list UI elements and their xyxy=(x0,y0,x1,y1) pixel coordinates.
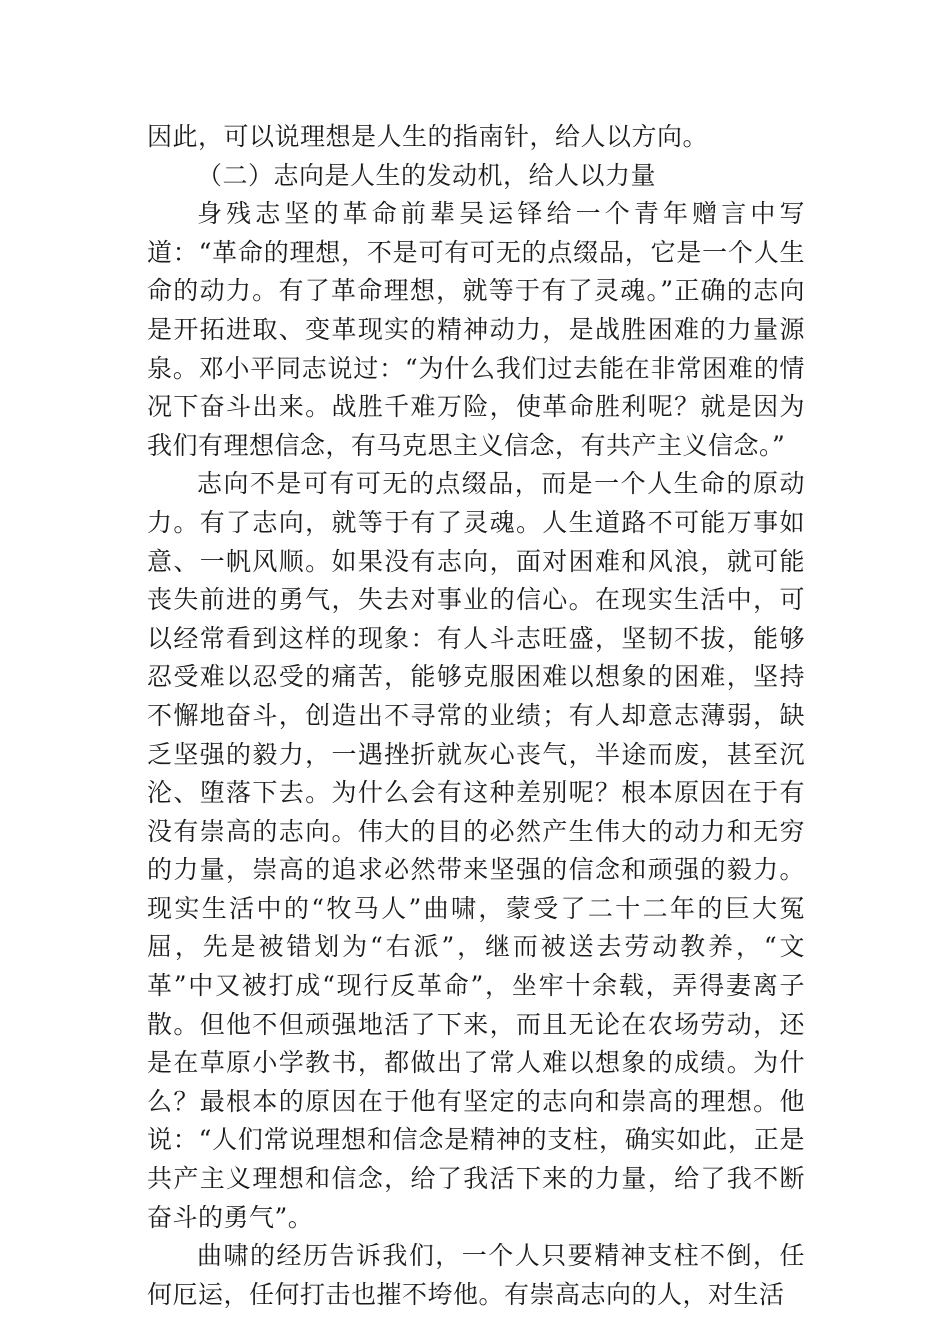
document-body xyxy=(147,118,805,1314)
section-heading: （二）志向是人生的发动机，给人以力量 xyxy=(197,160,657,190)
paragraph-wu-yunduo: 身残志坚的革命前辈吴运铎给一个青年赠言中写道：“革命的理想，不是可有可无的点缀品，它是一个人生命的动力。有了革命理想，就等于有了灵魂。”正确的志向是开拓进取、变革现实的精神动力，是战胜困难的力量源泉。邓小平同志说过：“为什么我们过去能在非常困难的情况下奋斗出来。战胜千难万险，使革命胜利呢？就是因为我们有理想信念，有马克思主义信念，有共产主义信念。” xyxy=(147,199,805,460)
paragraph-ambition-motivation: 志向不是可有可无的点缀品，而是一个人生命的原动力。有了志向，就等于有了灵魂。人生道路不可能万事如意、一帆风顺。如果没有志向，面对困难和风浪，就可能丧失前进的勇气，失去对事业的信心。在现实生活中，可以经常看到这样的现象：有人斗志旺盛，坚韧不拔，能够忍受难以忍受的痛苦，能够克服困难以想象的困难，坚持不懈地奋斗，创造出不寻常的业绩；有人却意志薄弱，缺乏坚强的毅力，一遇挫折就灰心丧气，半途而废，甚至沉沦、堕落下去。为什么会有这种差别呢？根本原因在于有没有崇高的志向。伟大的目的必然产生伟大的动力和无穷的力量，崇高的追求必然带来坚强的信念和顽强的毅力。现实生活中的“牧马人”曲啸，蒙受了二十二年的巨大冤屈，先是被错划为“右派”，继而被送去劳动教养，“文革”中又被打成“现行反革命”，坐牢十余载，弄得妻离子散。但他不但顽强地活了下来，而且无论在农场劳动，还是在草原小学教书，都做出了常人难以想象的成绩。为什么？最根本的原因在于他有坚定的志向和崇高的理想。他说：“人们常说理想和信念是精神的支柱，确实如此，正是共产主义理想和信念，给了我活下来的力量，给了我不断奋斗的勇气”。 xyxy=(147,469,805,1232)
paragraph-continuation: 因此，可以说理想是人生的指南针，给人以方向。 xyxy=(147,122,709,151)
paragraph-qu-xiao-lesson: 曲啸的经历告诉我们，一个人只要精神支柱不倒，任何厄运，任何打击也摧不垮他。有崇高志向的人，对生活 xyxy=(147,1241,805,1309)
